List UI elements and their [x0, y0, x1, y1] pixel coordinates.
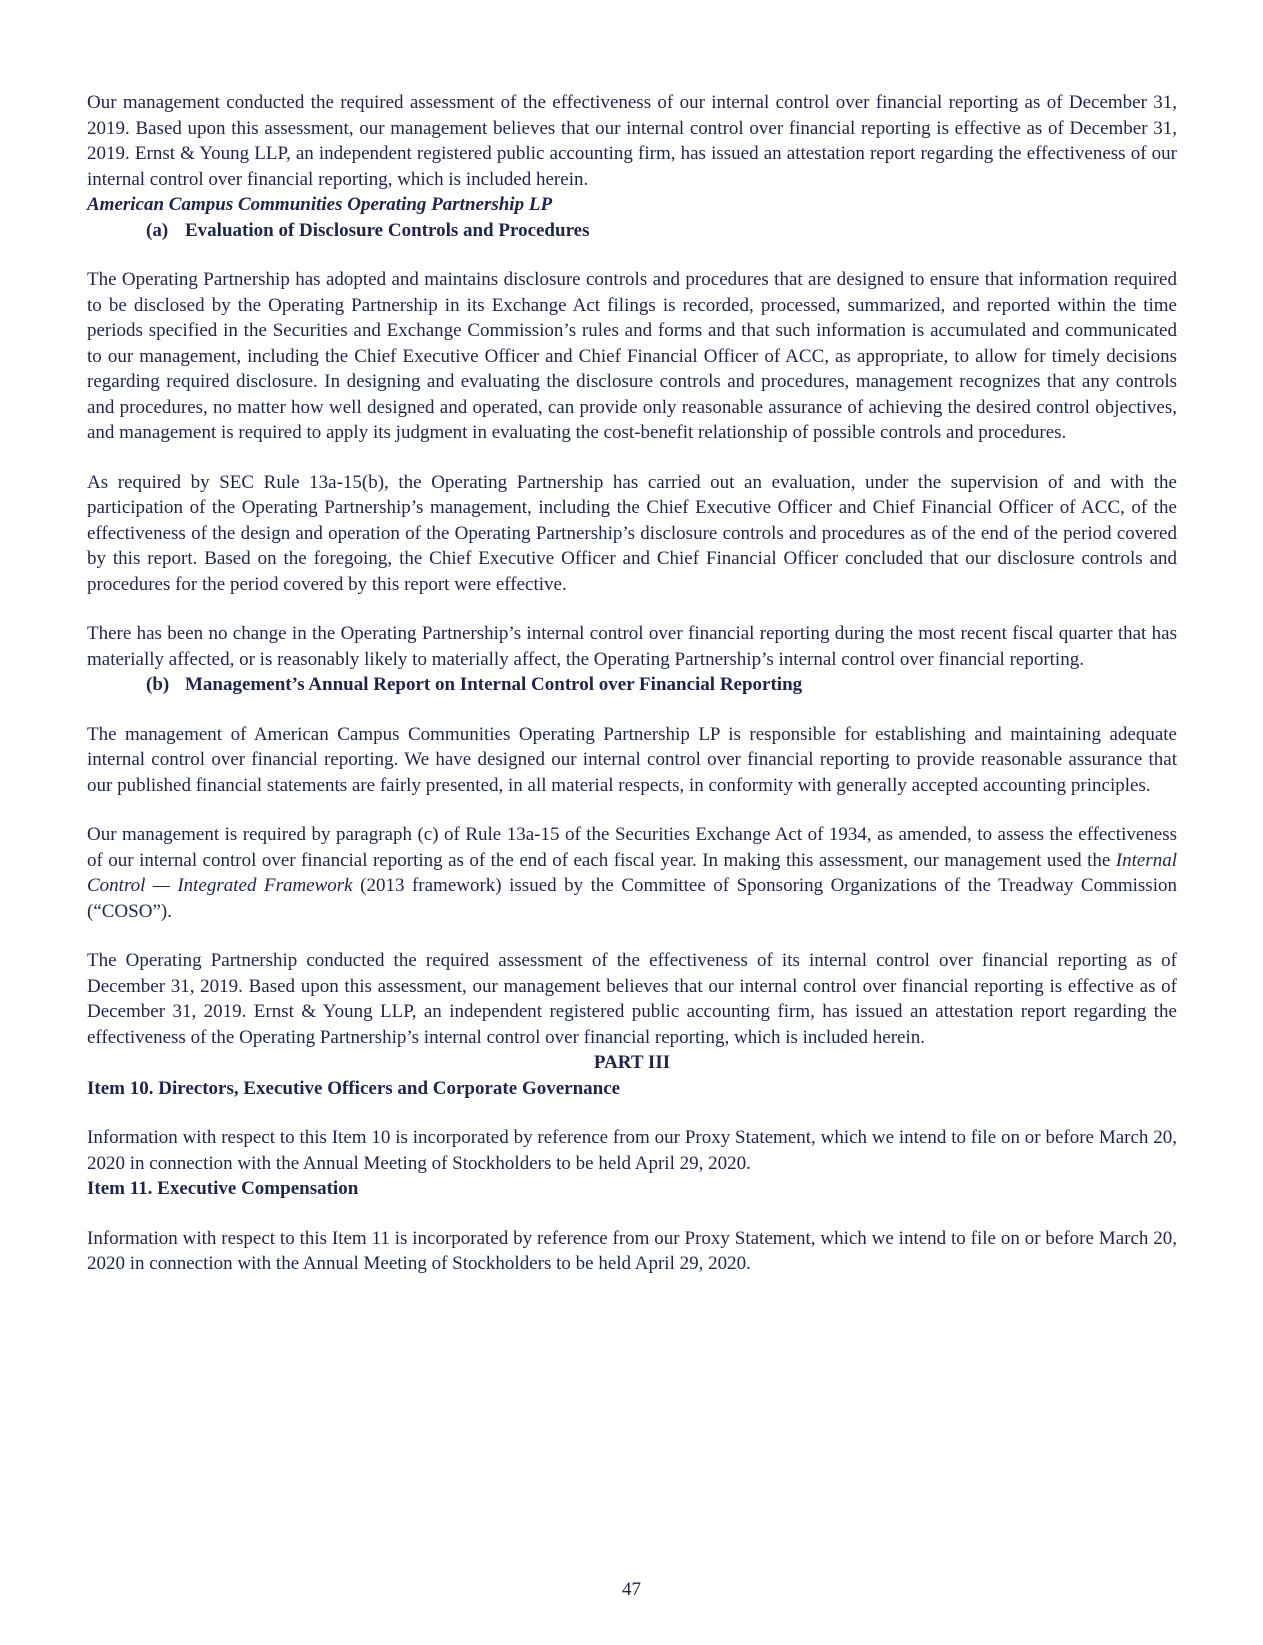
framework-title: Internal Control — Integrated Framework: [87, 849, 1177, 896]
item-11-paragraph: Information with respect to this Item 11 is incorporated by reference from our Proxy Statement, which we intend to file on or before March 20, 2020 in connection with the Annual Meeting of Stockholders to be held April 29, 2020.: [87, 1227, 1177, 1274]
section-b-paragraph-3: The Operating Partnership conducted the required assessment of the effectiveness of its internal control over financial reporting as of December 31, 2019. Based upon this assessment, our management believes that our internal control over financial reporting is effective as of December 31, 2019. Ernst & Young LLP, an independent registered public accounting firm, has issued an attestation report regarding the effectiveness of the Operating Partnership’s internal control over financial reporting, which is included herein.: [87, 950, 1177, 1048]
section-a-heading: [87, 218, 1177, 244]
section-b-heading: [87, 672, 1177, 698]
section-b-paragraph-2-start: Our management is required by paragraph (c) of Rule 13a-15 of the Securities Exchange Act of 1934, as amended, to assess the effectiveness of our internal control over financial reporting as of the end of each fiscal year. In making this assessment, our management used the: [87, 824, 1177, 871]
section-b-paragraph-2: [87, 822, 1177, 924]
intro-paragraph: Our management conducted the required assessment of the effectiveness of our internal control over financial reporting as of December 31, 2019. Based upon this assessment, our management believes that our internal control over financial reporting is effective as of December 31, 2019. Ernst & Young LLP, an independent registered public accounting firm, has issued an attestation report regarding the effectiveness of our internal control over financial reporting, which is included herein.: [87, 92, 1177, 190]
section-b-title: Management’s Annual Report on Internal Control over Financial Reporting: [185, 674, 803, 695]
section-a-paragraph-3: There has been no change in the Operating Partnership’s internal control over financial reporting during the most recent fiscal quarter that has materially affected, or is reasonably likely to materially affect, the Operating Partnership’s internal control over financial reporting.: [87, 623, 1177, 670]
page-number: 47: [622, 1579, 641, 1600]
section-a-paragraph-2: As required by SEC Rule 13a-15(b), the Operating Partnership has carried out an evaluation, under the supervision of and with the participation of the Operating Partnership’s management, including the Chief Executive Officer and Chief Financial Officer of ACC, of the effectiveness of the design and operation of the Operating Partnership’s disclosure controls and procedures as of the end of the period covered by this report. Based on the foregoing, the Chief Executive Officer and Chief Financial Officer concluded that our disclosure controls and procedures for the period covered by this report were effective.: [87, 471, 1177, 595]
document-page: [87, 90, 1177, 1277]
section-a-paragraph-1: The Operating Partnership has adopted and maintains disclosure controls and procedures that are designed to ensure that information required to be disclosed by the Operating Partnership in its Exchange Act filings is recorded, processed, summarized, and reported within the time periods specified in the Securities and Exchange Commission’s rules and forms and that such information is accumulated and communicated to our management, including the Chief Executive Officer and Chief Financial Officer of ACC, as appropriate, to allow for timely decisions regarding required disclosure. In designing and evaluating the disclosure controls and procedures, management recognizes that any controls and procedures, no matter how well designed and operated, can provide only reasonable assurance of achieving the desired control objectives, and management is required to apply its judgment in evaluating the cost-benefit relationship of possible controls and procedures.: [87, 269, 1177, 443]
part-heading: PART III: [593, 1052, 671, 1073]
item-10-paragraph: Information with respect to this Item 10 is incorporated by reference from our Proxy Statement, which we intend to file on or before March 20, 2020 in connection with the Annual Meeting of Stockholders to be held April 29, 2020.: [87, 1127, 1177, 1174]
item-11-heading: Item 11. Executive Compensation: [87, 1178, 359, 1199]
section-a-title: Evaluation of Disclosure Controls and Procedures: [185, 219, 590, 241]
section-a-label: (a): [146, 219, 169, 241]
section-b-paragraph-2-end: (2013 framework) issued by the Committee of Sponsoring Organizations of the Treadway Commission (“COSO”).: [87, 875, 1177, 922]
section-b-label: (b): [146, 674, 170, 695]
item-10-heading: Item 10. Directors, Executive Officers and Corporate Governance: [87, 1077, 621, 1099]
entity-heading: American Campus Communities Operating Partnership LP: [87, 194, 553, 215]
section-b-paragraph-1: The management of American Campus Communities Operating Partnership LP is responsible for establishing and maintaining adequate internal control over financial reporting. We have designed our internal control over financial reporting to provide reasonable assurance that our published financial statements are fairly presented, in all material respects, in conformity with generally accepted accounting principles.: [87, 723, 1177, 796]
